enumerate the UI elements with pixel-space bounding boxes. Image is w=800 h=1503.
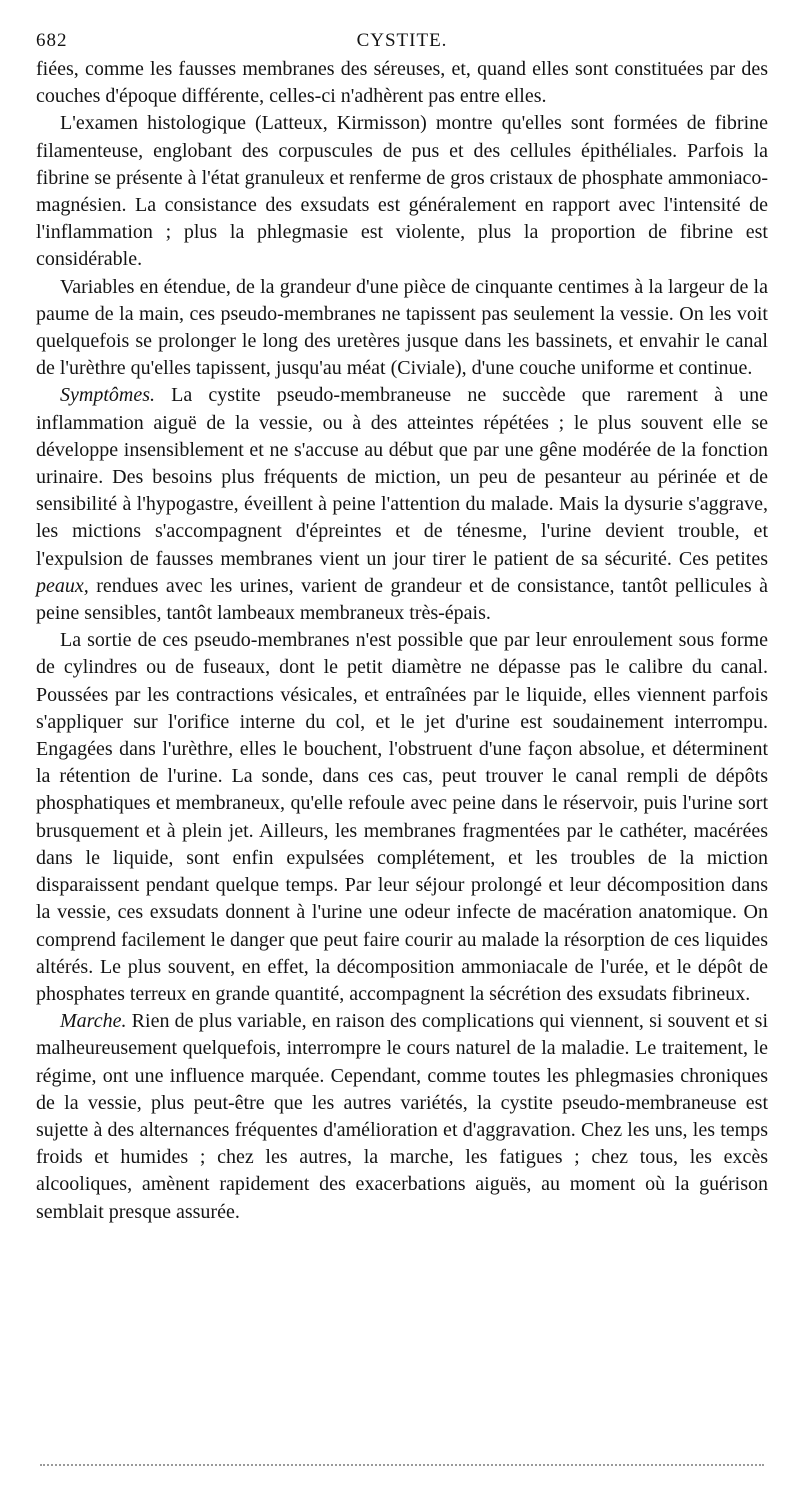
book-page [36, 26, 768, 1226]
running-head [36, 26, 768, 56]
paragraph-marche [36, 1008, 768, 1226]
section-lead-marche: Marche. [60, 1010, 127, 1033]
paragraph-continuation: fiées, comme les fausses membranes des séreuses, et, quand elles sont constituées par des couches d'époque différente, celles-ci n'adhèrent pas entre elles. [36, 58, 768, 108]
paragraph-extent: Variables en étendue, de la grandeur d'une pièce de cinquante centimes à la largeur de la paume de la main, ces pseudo-membranes ne tapissent pas seulement la vessie. On les voit quelquefois se prolonger le long des uretères jusque dans les bassinets, et envahir le canal de l'urèthre qu'elles tapissent, jusqu'au méat (Civiale), d'une couche uniforme et continue. [36, 275, 768, 380]
body-text [36, 56, 768, 1226]
page-number: 682 [36, 30, 68, 51]
paragraph-histology: L'examen histologique (Latteux, Kirmisson) montre qu'elles sont formées de fibrine filamenteuse, englobant des corpuscules de pus et des cellules épithéliales. Parfois la fibrine se présente à l'état granuleux et renferme de gros cristaux de phosphate ammoniaco-magnésien. La consistance des exsudats est généralement en rapport avec l'intensité de l'inflammation ; plus la phlegmasie est violente, plus la proportion de fibrine est considérable. [36, 112, 768, 271]
italic-term-peaux: peaux, [36, 574, 89, 597]
paragraph-expulsion: La sortie de ces pseudo-membranes n'est possible que par leur enroulement sous forme de cylindres ou de fuseaux, dont le petit diamètre ne dépasse pas le calibre du canal. Poussées par les contractions vésicales, et entraînées par le liquide, elles viennent parfois s'appliquer sur l'orifice interne du col, et le jet d'urine est soudainement interrompu. Engagées dans l'urèthre, elles le bouchent, l'obstruent d'une façon absolue, et déterminent la rétention de l'urine. La sonde, dans ces cas, peut trouver le canal rempli de dépôts phosphatiques et membraneux, qu'elle refoule avec peine dans le réservoir, puis l'urine sort brusquement et à plein jet. Ailleurs, les membranes fragmentées par le cathéter, macérées dans le liquide, sont enfin expulsées complétement, et les troubles de la miction disparaissent pendant quelque temps. Par leur séjour prolongé et leur décomposition dans la vessie, ces exsudats donnent à l'urine une odeur infecte de macération anatomique. On comprend facilement le danger que peut faire courir au malade la résorption de ces liquides altérés. Le plus souvent, en effet, la décomposition ammoniacale de l'urée, et le dépôt de phosphates terreux en grande quantité, accompagnent la sécrétion des exsudats fibrineux. [36, 629, 768, 1005]
symptoms-text-part2: rendues avec les urines, varient de grandeur et de consistance, tantôt pellicules à peine sensibles, tantôt lambeaux membraneux très-épais. [36, 574, 768, 625]
section-lead-symptomes: Symptômes. [60, 384, 155, 407]
symptoms-text-part1: La cystite pseudo-membraneuse ne succède que rarement à une inflammation aiguë de la vessie, ou à des atteintes répétées ; le plus souvent elle se développe insensiblement et ne s'accuse au début que par une gêne modérée de la fonction urinaire. Des besoins plus fréquents de miction, un peu de pesanteur au périnée et de sensibilité à l'hypogastre, éveillent à peine l'attention du malade. Mais la dysurie s'aggrave, les mictions s'accompagnent d'épreintes et de ténesme, l'urine devient trouble, et l'expulsion de fausses membranes vient un jour tirer le patient de sa sécurité. Ces petites [36, 384, 768, 570]
marche-text: Rien de plus variable, en raison des complications qui viennent, si souvent et si malheureusement quelquefois, interrompre le cours naturel de la maladie. Le traitement, le régime, ont une influence marquée. Cependant, comme toutes les phlegmasies chroniques de la vessie, plus peut-être que les autres variétés, la cystite pseudo-membraneuse est sujette à des alternances fréquentes d'amélioration et d'aggravation. Chez les uns, les temps froids et humides ; chez les autres, la marche, les fatigues ; chez tous, les excès alcooliques, amènent rapidement des exacerbations aiguës, au moment où la guérison semblait presque assurée. [36, 1010, 768, 1223]
running-title: CYSTITE. [356, 30, 448, 51]
footer-dotted-rule [40, 1464, 764, 1466]
paragraph-symptoms [36, 382, 768, 627]
